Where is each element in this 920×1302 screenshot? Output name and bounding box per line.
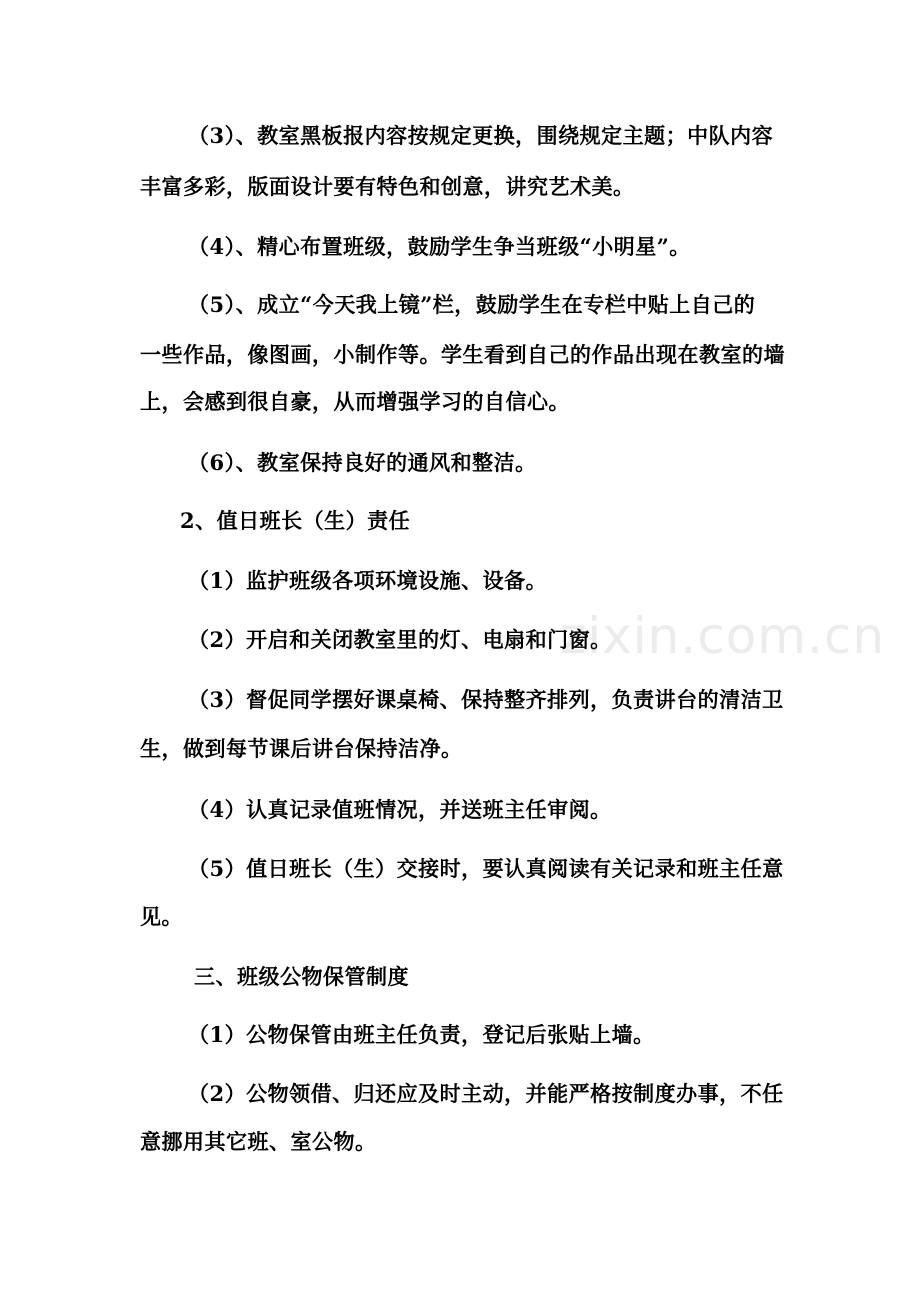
- section-heading-public-property: 三、班级公物保管制度: [194, 964, 409, 989]
- paragraph-5-line-1: （5）、成立“今天我上镜”栏，鼓励学生在专栏中贴上自己的: [188, 292, 756, 317]
- paragraph-4-line-1: （4）、精心布置班级，鼓励学生争当班级“小明星”。: [188, 234, 691, 259]
- paragraph-3-line-2: 丰富多彩，版面设计要有特色和创意，讲究艺术美。: [140, 174, 635, 199]
- paragraph-6-line-1: （6）、教室保持良好的通风和整洁。: [188, 450, 537, 475]
- duty-item-2-line-1: （2）开启和关闭教室里的灯、电扇和门窗。: [188, 627, 612, 652]
- duty-item-4-line-1: （4）认真记录值班情况，并送班主任审阅。: [188, 797, 612, 822]
- property-item-2-line-2: 意挪用其它班、室公物。: [140, 1129, 377, 1154]
- duty-item-1-line-1: （1）监护班级各项环境设施、设备。: [188, 568, 548, 593]
- duty-item-5-line-1: （5）值日班长（生）交接时，要认真阅读有关记录和班主任意: [188, 856, 784, 881]
- paragraph-3-line-1: （3）、教室黑板报内容按规定更换，围绕规定主题；中队内容: [188, 123, 774, 148]
- property-item-2-line-1: （2）公物领借、归还应及时主动，并能严格按制度办事，不任: [188, 1081, 784, 1106]
- paragraph-5-line-2: 一些作品，像图画，小制作等。学生看到自己的作品出现在教室的墙: [140, 342, 785, 367]
- duty-item-3-line-1: （3）督促同学摆好课桌椅、保持整齐排列，负责讲台的清洁卫: [188, 687, 784, 712]
- paragraph-5-line-3: 上，会感到很自豪，从而增强学习的自信心。: [140, 389, 570, 414]
- section-heading-duty-monitor: 2、值日班长（生）责任: [180, 508, 411, 533]
- watermark: zixin.com.cn: [560, 607, 886, 665]
- duty-item-5-line-2: 见。: [140, 904, 183, 929]
- property-item-1-line-1: （1）公物保管由班主任负责，登记后张贴上墙。: [188, 1022, 655, 1047]
- duty-item-3-line-2: 生，做到每节课后讲台保持洁净。: [140, 736, 463, 761]
